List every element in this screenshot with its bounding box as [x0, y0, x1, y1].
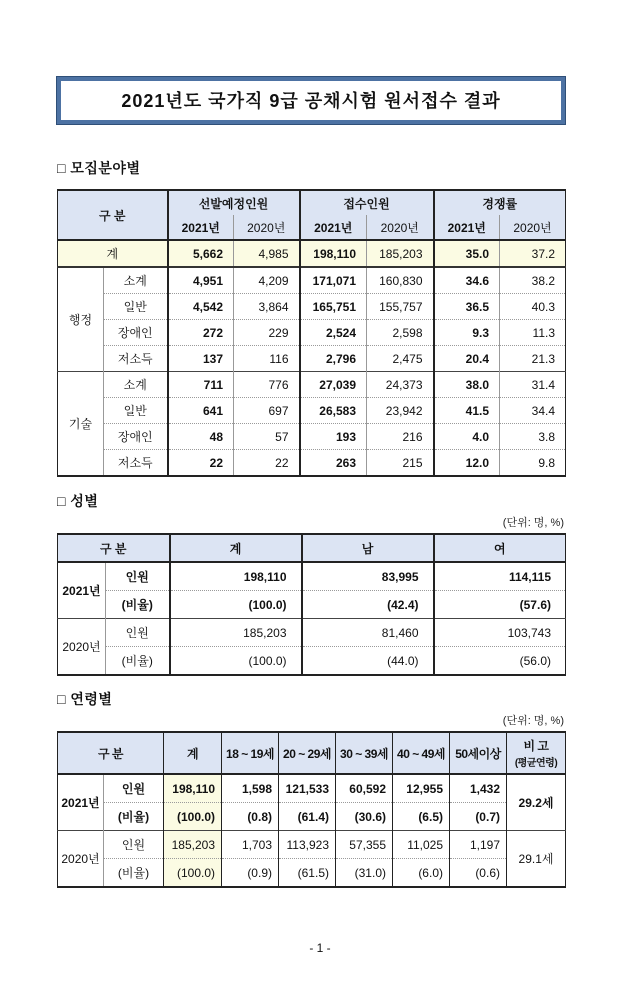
table-row	[58, 831, 566, 859]
value-cell: 2,796	[300, 346, 367, 372]
recruit-table	[57, 189, 566, 477]
value-cell: 272	[168, 320, 234, 346]
value-cell: (56.0)	[434, 647, 566, 676]
value-cell: (61.5)	[279, 859, 336, 888]
value-cell: 40.3	[500, 294, 566, 320]
value-cell: 36.5	[434, 294, 500, 320]
value-cell: 31.4	[500, 372, 566, 398]
header-cell-gubun: 구 분	[58, 534, 170, 562]
value-cell: 35.0	[434, 240, 500, 267]
value-cell: 11.3	[500, 320, 566, 346]
value-cell: 4,209	[234, 267, 300, 294]
header-cell-year: 2020년	[367, 215, 434, 240]
value-cell: 41.5	[434, 398, 500, 424]
row-label: 장애인	[104, 320, 168, 346]
value-cell: 26,583	[300, 398, 367, 424]
row-label: (비율)	[106, 647, 170, 676]
header-cell-year: 2021년	[300, 215, 367, 240]
table-row	[58, 450, 566, 477]
table-row	[58, 424, 566, 450]
row-label: 인원	[106, 562, 170, 591]
year-label: 2020년	[58, 831, 104, 888]
value-cell: 3,864	[234, 294, 300, 320]
header-cell: 30 ~ 39세	[336, 732, 393, 774]
note-title: 비 고	[523, 739, 549, 753]
table-row	[58, 267, 566, 294]
value-cell: 1,432	[450, 774, 507, 803]
value-cell: 9.8	[500, 450, 566, 477]
row-label: 소계	[104, 267, 168, 294]
value-cell: (100.0)	[164, 803, 222, 831]
row-label: 저소득	[104, 346, 168, 372]
value-cell: 5,662	[168, 240, 234, 267]
value-cell: 121,533	[279, 774, 336, 803]
value-cell: 12.0	[434, 450, 500, 477]
table-row	[58, 803, 566, 831]
value-cell: 137	[168, 346, 234, 372]
value-cell: 165,751	[300, 294, 367, 320]
value-cell: 34.4	[500, 398, 566, 424]
table-row	[58, 398, 566, 424]
value-cell: 4,985	[234, 240, 300, 267]
value-cell: 24,373	[367, 372, 434, 398]
avg-age-cell: 29.1세	[507, 831, 566, 888]
value-cell: 1,703	[222, 831, 279, 859]
value-cell: 160,830	[367, 267, 434, 294]
row-label: 일반	[104, 398, 168, 424]
value-cell: (0.7)	[450, 803, 507, 831]
header-cell-year: 2021년	[434, 215, 500, 240]
table-row	[58, 647, 566, 676]
gender-table	[57, 533, 566, 676]
header-cell-group: 접수인원	[300, 190, 434, 215]
value-cell: 9.3	[434, 320, 500, 346]
table-row	[58, 562, 566, 591]
value-cell: 3.8	[500, 424, 566, 450]
table-header-row	[58, 732, 566, 774]
value-cell: (0.8)	[222, 803, 279, 831]
value-cell: 198,110	[170, 562, 302, 591]
value-cell: 4,542	[168, 294, 234, 320]
value-cell: 20.4	[434, 346, 500, 372]
section-heading-age: □ 연령별	[57, 691, 113, 707]
avg-age-cell: 29.2세	[507, 774, 566, 831]
value-cell: (100.0)	[170, 591, 302, 619]
value-cell: 22	[168, 450, 234, 477]
header-cell: 50세이상	[450, 732, 507, 774]
value-cell: 27,039	[300, 372, 367, 398]
header-cell: 18 ~ 19세	[222, 732, 279, 774]
header-cell-gubun: 구 분	[58, 732, 164, 774]
header-cell-year: 2021년	[168, 215, 234, 240]
row-label: 저소득	[104, 450, 168, 477]
value-cell: 185,203	[170, 619, 302, 647]
value-cell: (42.4)	[302, 591, 434, 619]
group-label: 기술	[58, 372, 104, 477]
table-row	[58, 320, 566, 346]
table-row	[58, 619, 566, 647]
value-cell: 198,110	[164, 774, 222, 803]
header-cell-gubun: 구 분	[58, 190, 168, 240]
row-label: 장애인	[104, 424, 168, 450]
value-cell: (100.0)	[170, 647, 302, 676]
page-number: - 1 -	[309, 941, 331, 955]
header-cell: 40 ~ 49세	[393, 732, 450, 774]
header-cell: 계	[164, 732, 222, 774]
group-label: 행정	[58, 267, 104, 372]
table-row	[58, 591, 566, 619]
row-label: 계	[58, 240, 168, 267]
value-cell: 83,995	[302, 562, 434, 591]
year-label: 2021년	[58, 774, 104, 831]
table-row	[58, 294, 566, 320]
header-cell-group: 선발예정인원	[168, 190, 300, 215]
value-cell: (0.6)	[450, 859, 507, 888]
header-cell: 계	[170, 534, 302, 562]
row-label: 인원	[104, 831, 164, 859]
note-subtitle: (평균연령)	[514, 758, 558, 769]
header-cell-group: 경쟁률	[434, 190, 566, 215]
row-label: 일반	[104, 294, 168, 320]
value-cell: 215	[367, 450, 434, 477]
value-cell: 4,951	[168, 267, 234, 294]
header-cell: 20 ~ 29세	[279, 732, 336, 774]
value-cell: 116	[234, 346, 300, 372]
value-cell: 641	[168, 398, 234, 424]
value-cell: 171,071	[300, 267, 367, 294]
header-cell-year: 2020년	[234, 215, 300, 240]
table-header-row	[58, 190, 566, 215]
value-cell: (100.0)	[164, 859, 222, 888]
value-cell: 193	[300, 424, 367, 450]
value-cell: (0.9)	[222, 859, 279, 888]
value-cell: 263	[300, 450, 367, 477]
year-label: 2021년	[58, 562, 106, 619]
value-cell: 21.3	[500, 346, 566, 372]
table-row	[58, 859, 566, 888]
row-label: (비율)	[104, 803, 164, 831]
value-cell: 4.0	[434, 424, 500, 450]
value-cell: (6.5)	[393, 803, 450, 831]
row-label: (비율)	[104, 859, 164, 888]
value-cell: (44.0)	[302, 647, 434, 676]
value-cell: 34.6	[434, 267, 500, 294]
value-cell: 198,110	[300, 240, 367, 267]
value-cell: 711	[168, 372, 234, 398]
header-cell: 여	[434, 534, 566, 562]
value-cell: 776	[234, 372, 300, 398]
row-label: 소계	[104, 372, 168, 398]
value-cell: 185,203	[367, 240, 434, 267]
unit-label: (단위: 명, %)	[502, 517, 564, 529]
value-cell: 155,757	[367, 294, 434, 320]
value-cell: 23,942	[367, 398, 434, 424]
value-cell: 60,592	[336, 774, 393, 803]
section-heading-recruit: □ 모집분야별	[57, 160, 141, 176]
row-label: (비율)	[106, 591, 170, 619]
value-cell: 22	[234, 450, 300, 477]
table-row	[58, 346, 566, 372]
value-cell: (57.6)	[434, 591, 566, 619]
value-cell: 114,115	[434, 562, 566, 591]
table-header-row	[58, 534, 566, 562]
value-cell: 103,743	[434, 619, 566, 647]
header-cell-year: 2020년	[500, 215, 566, 240]
value-cell: (30.6)	[336, 803, 393, 831]
value-cell: 37.2	[500, 240, 566, 267]
value-cell: (61.4)	[279, 803, 336, 831]
value-cell: 57	[234, 424, 300, 450]
table-row	[58, 372, 566, 398]
document-title: 2021년도 국가직 9급 공채시험 원서접수 결과	[57, 77, 565, 124]
value-cell: 2,524	[300, 320, 367, 346]
value-cell: 57,355	[336, 831, 393, 859]
value-cell: 1,197	[450, 831, 507, 859]
value-cell: 38.0	[434, 372, 500, 398]
value-cell: 48	[168, 424, 234, 450]
value-cell: 2,475	[367, 346, 434, 372]
value-cell: 697	[234, 398, 300, 424]
value-cell: (31.0)	[336, 859, 393, 888]
row-label: 인원	[104, 774, 164, 803]
value-cell: 38.2	[500, 267, 566, 294]
document-page	[0, 77, 640, 981]
value-cell: 1,598	[222, 774, 279, 803]
total-row	[58, 240, 566, 267]
value-cell: 11,025	[393, 831, 450, 859]
value-cell: 113,923	[279, 831, 336, 859]
header-cell-note	[507, 732, 566, 774]
value-cell: 81,460	[302, 619, 434, 647]
table-row	[58, 774, 566, 803]
section-heading-gender: □ 성별	[57, 493, 99, 509]
unit-label: (단위: 명, %)	[502, 715, 564, 727]
page-content	[0, 77, 640, 888]
age-table	[57, 731, 566, 888]
value-cell: 185,203	[164, 831, 222, 859]
value-cell: (6.0)	[393, 859, 450, 888]
value-cell: 2,598	[367, 320, 434, 346]
year-label: 2020년	[58, 619, 106, 676]
value-cell: 229	[234, 320, 300, 346]
header-cell: 남	[302, 534, 434, 562]
value-cell: 216	[367, 424, 434, 450]
value-cell: 12,955	[393, 774, 450, 803]
row-label: 인원	[106, 619, 170, 647]
